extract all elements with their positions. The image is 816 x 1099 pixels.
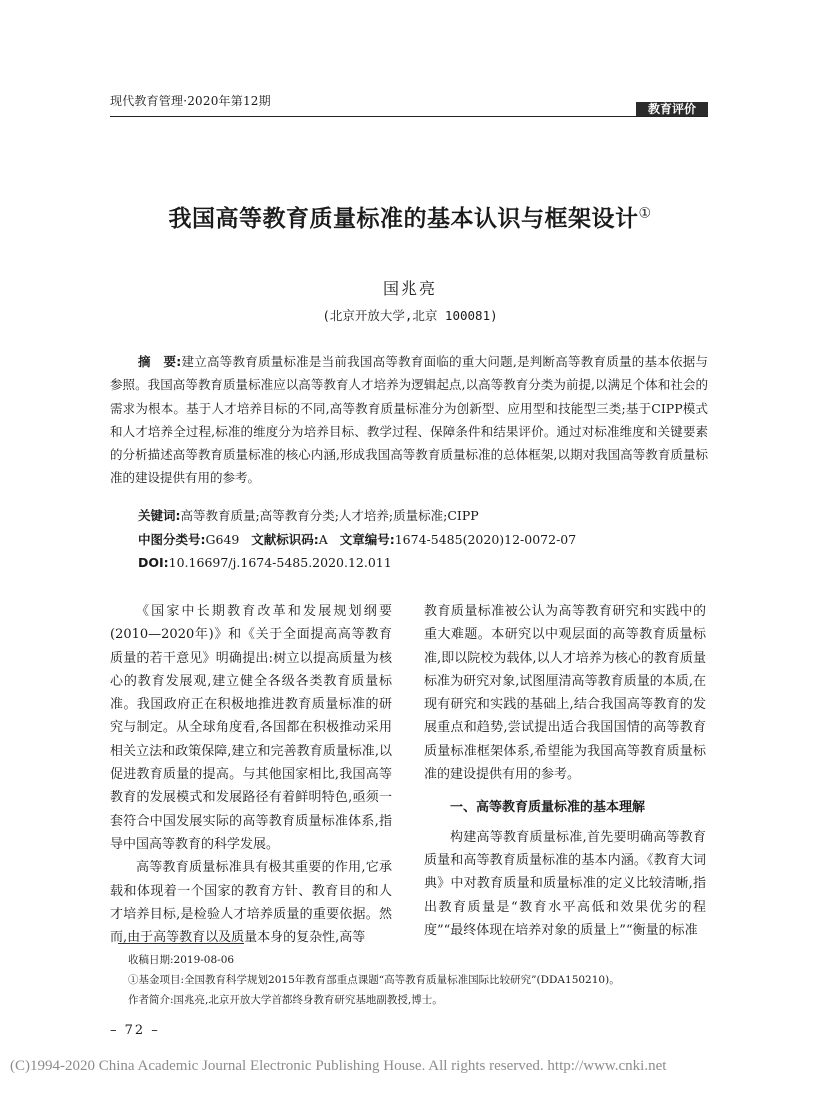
page-number: – 72 – [110, 1023, 160, 1038]
body-paragraph: 《国家中长期教育改革和发展规划纲要(2010—2020年)》和《关于全面提高高等教育质量的若干意见》明确提出:树立以提高质量为核心的教育发展观,建立健全各级各类教育质量标准。我国政府正在积极地推进教育质量标准的研究与制定。从全球角度看,各国都在积极推动采用相关立法和政策保障,建立和完善教育质量标准,以促进教育质量的提高。与其他国家相比,我国高等教育的发展模式和发展路径有着鲜明特色,亟须一套符合中国发展实际的高等教育质量标准体系,指导中国高等教育的科学发展。 [110, 604, 392, 852]
article-title-text: 我国高等教育质量标准的基本认识与框架设计 [168, 206, 639, 232]
author-name: 国兆亮 [382, 279, 437, 298]
keywords-line [138, 506, 479, 524]
body-paragraph: 高等教育质量标准具有极其重要的作用,它承载和体现着一个国家的教育方针、教育目的和人才培养目标,是检验人才培养质量的重要依据。然而,由于高等教育以及质量本身的复杂性,高等 [110, 860, 392, 946]
received-date: 收稿日期:2019-08-06 [128, 954, 235, 966]
journal-header: 现代教育管理·2020年第12期 [110, 94, 271, 108]
footnotes [128, 950, 708, 1010]
doi-line [138, 555, 392, 570]
abstract-text: 建立高等教育质量标准是当前我国高等教育面临的重大问题,是判断高等教育质量的基本依据与参照。我国高等教育质量标准应以高等教育人才培养为逻辑起点,以高等教育分类为前提,以满足个体和社会的需求为根本。基于人才培养目标的不同,高等教育质量标准分为创新型、应用型和技能型三类;基于CIPP模式和人才培养全过程,标准的维度分为培养目标、教学过程、保障条件和结果评价。通过对标准维度和关键要素的分析描述高等教育质量标准的核心内涵,形成我国高等教育质量标准的总体框架,以期对我国高等教育质量标准的建设提供有用的参考。 [110, 354, 708, 486]
doi-value: 10.16697/j.1674-5485.2020.12.011 [168, 555, 392, 570]
section-heading: 一、高等教育质量标准的基本理解 [450, 800, 646, 816]
clc-label: 中图分类号: [138, 532, 206, 547]
title-footnote-mark: ① [638, 205, 652, 222]
body-paragraph: 构建高等教育质量标准,首先要明确高等教育质量和高等教育质量标准的基本内涵。《教育大词典》中对教育质量和质量标准的定义比较清晰,指出教育质量是“教育水平高低和效果优劣的程度”“最终体现在培养对象的质量上”“衡量的标准 [424, 829, 706, 938]
doi-label: DOI: [138, 555, 169, 570]
article-no-value: 1674-5485(2020)12-0072-07 [394, 532, 577, 547]
body-right-column [424, 600, 706, 942]
article-title [110, 200, 710, 233]
copyright-footer: (C)1994-2020 China Academic Journal Electronic Publishing House. All rights reserved. http://www.cnki.net [10, 1058, 667, 1074]
section-tag: 教育评价 [636, 102, 708, 117]
doc-code-label: 文献标识码: [251, 532, 319, 547]
classification-line [138, 530, 576, 548]
footnote-rule [118, 943, 244, 944]
author-affiliation: (北京开放大学,北京 100081) [322, 308, 498, 323]
abstract-label: 摘 要: [138, 354, 182, 369]
header-rule [110, 116, 708, 117]
clc-value: G649 [205, 532, 240, 547]
abstract [110, 350, 708, 490]
body-paragraph: 教育质量标准被公认为高等教育研究和实践中的重大难题。本研究以中观层面的高等教育质量标准,即以院校为载体,以人才培养为核心的教育质量标准为研究对象,试图厘清高等教育质量的本质,在现有研究和实践的基础上,结合我国高等教育的发展重点和趋势,尝试提出适合我国国情的高等教育质量标准框架体系,希望能为我国高等教育质量标准的建设提供有用的参考。 [424, 604, 706, 783]
keywords-label: 关键词: [138, 508, 181, 523]
keywords-value: 高等教育质量;高等教育分类;人才培养;质量标准;CIPP [180, 508, 479, 523]
author-bio: 作者简介:国兆亮,北京开放大学首都终身教育研究基地副教授,博士。 [128, 994, 443, 1006]
body-left-column [110, 600, 392, 949]
article-no-label: 文章编号: [339, 532, 395, 547]
fund-note: ①基金项目:全国教育科学规划2015年教育部重点课题“高等教育质量标准国际比较研究”(DDA150210)。 [128, 974, 620, 986]
doc-code-value: A [318, 532, 328, 547]
